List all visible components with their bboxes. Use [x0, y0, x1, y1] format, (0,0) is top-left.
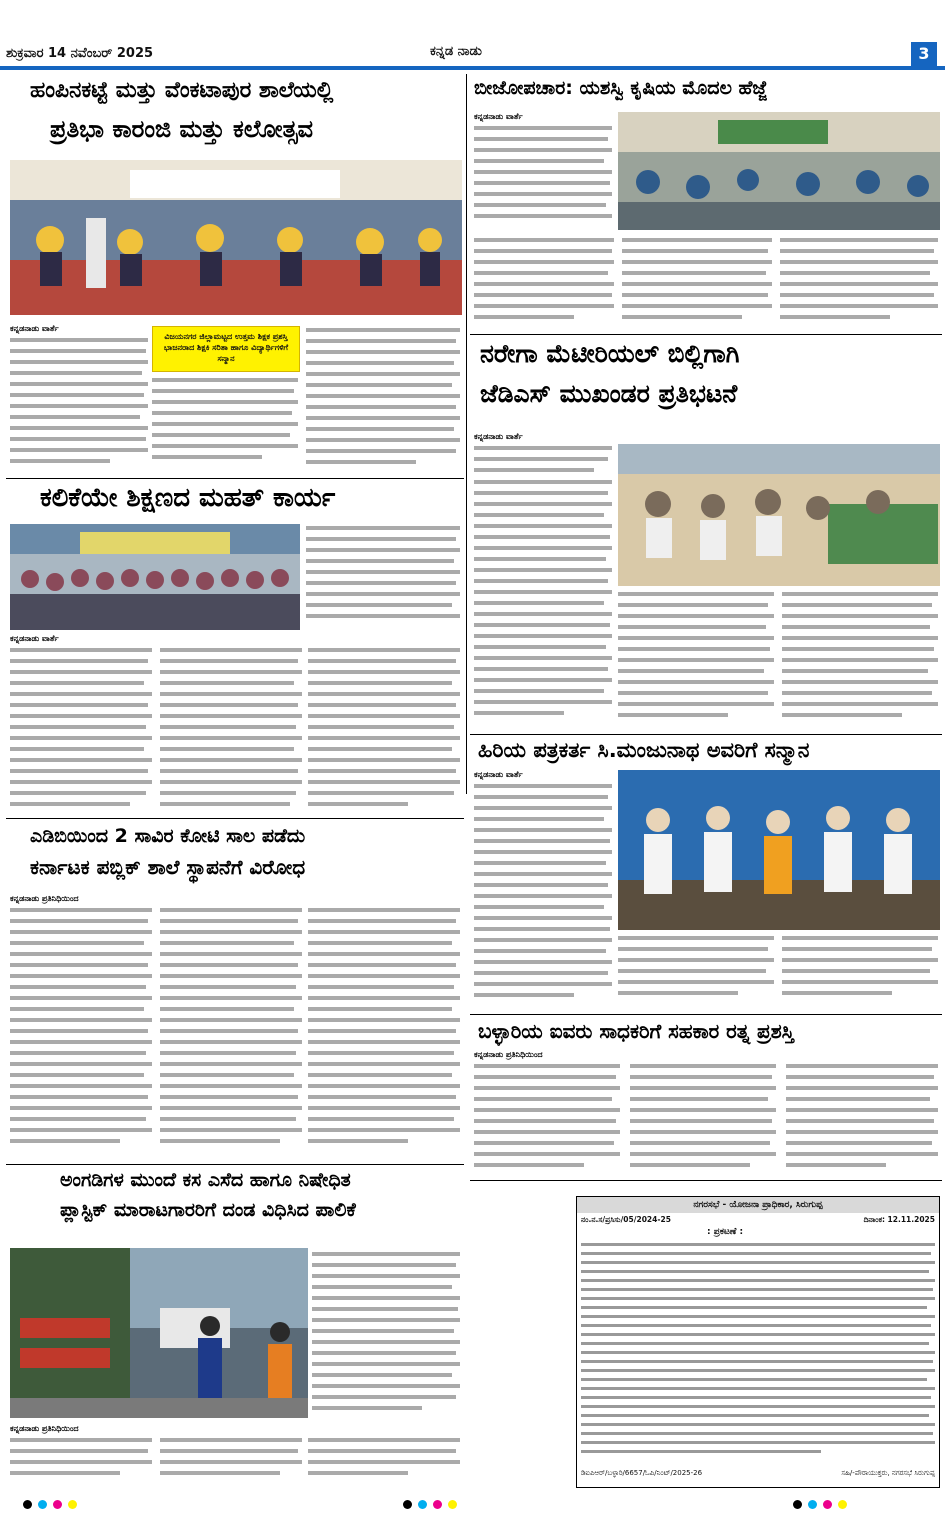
headline-plastic-1: ಅಂಗಡಿಗಳ ಮುಂದೆ ಕಸ ಎಸೆದ ಹಾಗೂ ನಿಷೇಧಿತ — [60, 1169, 351, 1191]
section-rule — [470, 1014, 942, 1015]
section-rule — [6, 818, 464, 819]
body-kalike — [10, 646, 462, 814]
body-journalist-col1 — [474, 782, 614, 1012]
section-rule — [470, 334, 942, 335]
body-seed-col2 — [474, 236, 940, 328]
body-journalist-col2 — [618, 934, 940, 1012]
byline-kalike: ಕನ್ನಡನಾಡು ವಾರ್ತೆ — [10, 634, 59, 643]
highlight-box-teacher-award: ವಿಜಯನಗರ ಜಿಲ್ಲಾಮಟ್ಟದ ಉತ್ತಮ ಶಿಕ್ಷಕ ಪ್ರಶಸ್ತಿ ಭಾಜನರಾದ ಶಿಕ್ಷಕಿ ಸರಿತಾ ಹಾಗೂ ವಿದ್ಯಾರ್ಥಿಗಳಿಗೆ ಸನ್ಮಾನ — [152, 326, 300, 372]
tender-ref-no: ನಂ.ನ.ಸ/ಪ್ರಸಿಸು/05/2024-25 — [581, 1215, 671, 1224]
registration-marks-left — [20, 1494, 80, 1513]
body-kalike-col3 — [306, 524, 462, 630]
headline-narega-2: ಜೆಡಿಎಸ್ ಮುಖಂಡರ ಪ್ರತಿಭಟನೆ — [480, 379, 738, 408]
headline-plastic-2: ಪ್ಲಾಸ್ಟಿಕ್ ಮಾರಾಟಗಾರರಿಗೆ ದಂಡ ವಿಧಿಸಿದ ಪಾಲಿಕೆ — [60, 1199, 356, 1221]
byline-ballari: ಕನ್ನಡನಾಡು ಪ್ರತಿನಿಧಿಯಿಂದ — [474, 1050, 543, 1059]
column-divider — [466, 74, 467, 794]
headline-hampinakatte-1: ಹಂಪಿನಕಟ್ಟೆ ಮತ್ತು ವೆಂಕಟಾಪುರ ಶಾಲೆಯಲ್ಲಿ — [30, 78, 334, 103]
section-rule — [6, 1164, 464, 1165]
body-seed-col1 — [474, 124, 614, 234]
tender-notice — [576, 1196, 940, 1488]
headline-journalist-honour: ಹಿರಿಯ ಪತ್ರಕರ್ತ ಸಿ.ಮಂಜುನಾಥ ಅವರಿಗೆ ಸನ್ಮಾನ — [478, 738, 810, 762]
headline-adb-1: ಎಡಿಬಿಯಿಂದ 2 ಸಾವಿರ ಕೋಟಿ ಸಾಲ ಪಡೆದು — [30, 825, 306, 847]
body-ballari — [474, 1062, 940, 1176]
body-plastic — [10, 1436, 462, 1484]
issue-date: ಶುಕ್ರವಾರ 14 ನವೆಂಬರ್ 2025 — [6, 46, 154, 61]
byline-journalist: ಕನ್ನಡನಾಡು ವಾರ್ತೆ — [474, 770, 523, 779]
byline-hampinakatte: ಕನ್ನಡನಾಡು ವಾರ್ತೆ — [10, 324, 59, 333]
body-narega-col1 — [474, 444, 614, 474]
headline-ballari-award: ಬಳ್ಳಾರಿಯ ಐವರು ಸಾಧಕರಿಗೆ ಸಹಕಾರ ರತ್ನ ಪ್ರಶಸ್ತಿ — [478, 1019, 794, 1043]
photo-kalike-group — [10, 524, 300, 630]
byline-seed-treatment: ಕನ್ನಡನಾಡು ವಾರ್ತೆ — [474, 112, 523, 121]
headline-hampinakatte-2: ಪ್ರತಿಭಾ ಕಾರಂಜಿ ಮತ್ತು ಕಲೋತ್ಸವ — [50, 115, 314, 143]
tender-title: ನಗರಸಭೆ - ಯೋಜನಾ ಪ್ರಾಧಿಕಾರ, ಸಿರುಗುಪ್ಪ — [577, 1197, 939, 1213]
tender-date: ದಿನಾಂಕ: 12.11.2025 — [863, 1215, 935, 1224]
registration-marks-right — [790, 1494, 850, 1513]
headline-kalike: ಕಲಿಕೆಯೇ ಶಿಕ್ಷಣದ ಮಹತ್ ಕಾರ್ಯ — [40, 483, 336, 513]
body-hampinakatte-col2 — [152, 376, 300, 474]
masthead-rule — [0, 66, 945, 70]
photo-journalist-honour — [618, 770, 940, 930]
page-number: 3 — [911, 42, 937, 66]
paper-logo: ಕನ್ನಡ ನಾಡು — [430, 44, 482, 59]
registration-marks-center — [400, 1494, 460, 1513]
body-plastic-col2 — [312, 1250, 462, 1418]
headline-seed-treatment: ಬೀಜೋಪಚಾರ: ಯಶಸ್ವಿ ಕೃಷಿಯ ಮೊದಲ ಹೆಜ್ಜೆ — [474, 77, 768, 99]
tender-signature: ಸಹಿ/-ಪೌರಾಯುಕ್ತರು, ನಗರಸಭೆ ಸಿರುಗುಪ್ಪ — [841, 1469, 935, 1477]
photo-narega-protest — [618, 444, 940, 586]
headline-adb-2: ಕರ್ನಾಟಕ ಪಬ್ಲಿಕ್ ಶಾಲೆ ಸ್ಥಾಪನೆಗೆ ವಿರೋಧ — [30, 855, 306, 879]
photo-seed-workshop — [618, 112, 940, 230]
photo-plastic-raid — [10, 1248, 308, 1418]
body-hampinakatte-col3 — [306, 326, 462, 474]
tender-subheading: : ಪ್ರಕಟಣೆ : — [707, 1227, 744, 1237]
body-adb — [10, 906, 462, 1158]
byline-plastic: ಕನ್ನಡನಾಡು ಪ್ರತಿನಿಧಿಯಿಂದ — [10, 1424, 79, 1433]
photo-school-event — [10, 160, 462, 315]
body-narega-col2 — [618, 590, 940, 730]
body-hampinakatte-col1 — [10, 336, 150, 474]
body-narega-col1b — [474, 478, 614, 730]
headline-narega-1: ನರೇಗಾ ಮೆಟೀರಿಯಲ್ ಬಿಲ್ಲಿಗಾಗಿ — [480, 339, 740, 368]
tender-body — [581, 1241, 935, 1463]
byline-adb: ಕನ್ನಡನಾಡು ಪ್ರತಿನಿಧಿಯಿಂದ — [10, 894, 79, 903]
section-rule — [470, 734, 942, 735]
byline-narega: ಕನ್ನಡನಾಡು ವಾರ್ತೆ — [474, 432, 523, 441]
tender-footer-ref: ಡಿಐಪಿಆರ್/ಬಳ್ಳಾರಿ/6657/ಓಪಿ/ನಿಂಟ್/2025-26 — [581, 1469, 703, 1477]
section-rule — [6, 478, 464, 479]
section-rule — [470, 1180, 942, 1181]
